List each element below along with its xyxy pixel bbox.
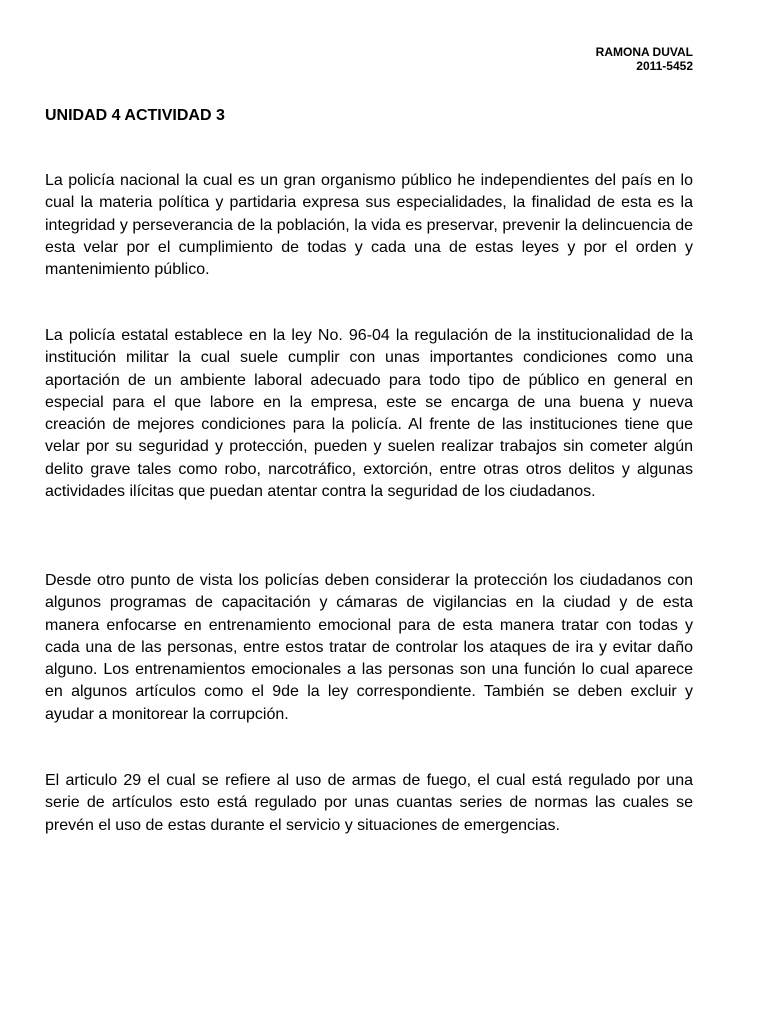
paragraph-4: El articulo 29 el cual se refiere al uso de armas de fuego, el cual está regulado por una serie de artículos esto está regulado por unas cuantas series de normas las cuales se prevén el uso de estas durante el servicio y situaciones de emergencias.: [45, 772, 693, 834]
student-id: 2011-5452: [636, 59, 693, 73]
author-header: [596, 45, 693, 73]
paragraph-1: La policía nacional la cual es un gran organismo público he independientes del país en lo cual la materia política y partidaria expresa sus especialidades, la finalidad de esta es la integridad y perseverancia de la población, la vida es preservar, prevenir la delincuencia de esta velar por el cumplimiento de todas y cada una de estas leyes y por el orden y mantenimiento público.: [45, 172, 693, 279]
paragraph-3: Desde otro punto de vista los policías deben considerar la protección los ciudadanos con algunos programas de capacitación y cámaras de vigilancias en la ciudad y de esta manera enfocarse en entrenamiento emocional para de esta manera tratar con todas y cada una de las personas, entre estos tratar de controlar los ataques de ira y evitar daño alguno. Los entrenamientos emocionales a las personas son una función lo cual aparece en algunos artículos como el 9de la ley correspondiente. También se deben excluir y ayudar a monitorear la corrupción.: [45, 572, 693, 723]
document-title: UNIDAD 4 ACTIVIDAD 3: [45, 107, 225, 124]
author-name: RAMONA DUVAL: [595, 45, 693, 59]
paragraph-2: La policía estatal establece en la ley No. 96-04 la regulación de la institucionalidad de la institución militar la cual suele cumplir con unas importantes condiciones como una aportación de un ambiente laboral adecuado para todo tipo de público en general en especial para el que labore en la empresa, este se encarga de una buena y nueva creación de mejores condiciones para la policía. Al frente de las instituciones tiene que velar por su seguridad y protección, pueden y suelen realizar trabajos sin cometer algún delito grave tales como robo, narcotráfico, extorción, entre otras otros delitos y algunas actividades ilícitas que puedan atentar contra la seguridad de los ciudadanos.: [45, 327, 693, 501]
